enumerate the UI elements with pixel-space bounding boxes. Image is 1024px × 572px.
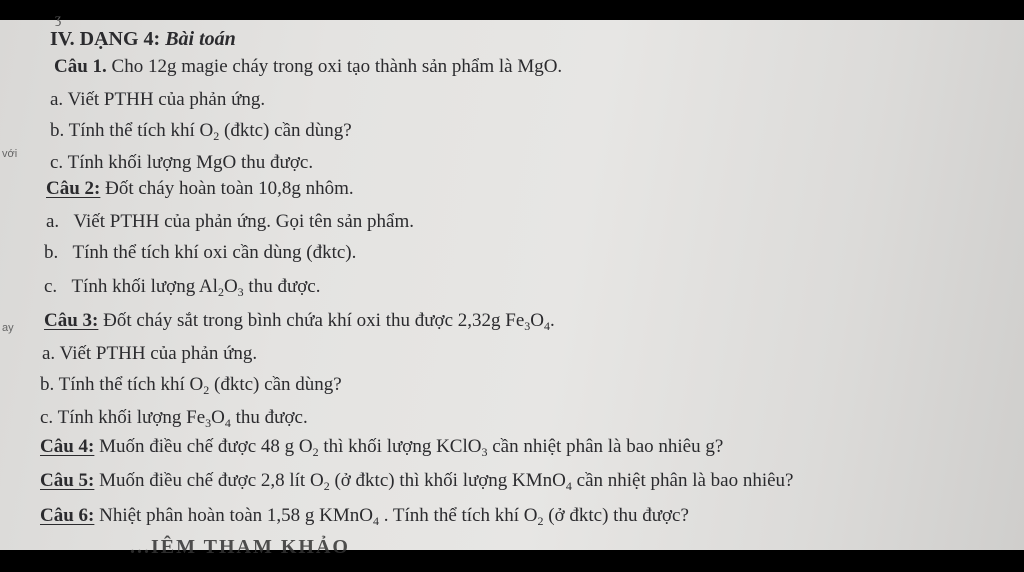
question-label: Câu 5: [40, 470, 95, 491]
top-mark: ʒ [55, 12, 62, 27]
question-text: Cho 12g magie cháy trong oxi tạo thành sản phẩm là MgO. [111, 56, 563, 77]
question-1-item-c: c. Tính khối lượng MgO thu được. [50, 152, 314, 173]
question-2-item-b: b. Tính thể tích khí oxi cần dùng (đktc). [44, 242, 357, 263]
question-text: Đốt cháy hoàn toàn 10,8g nhôm. [105, 178, 354, 199]
heading-title: Bài toán [165, 28, 236, 50]
question-2-item-a: a. Viết PTHH của phản ứng. Gọi tên sản phẩm. [46, 211, 414, 232]
question-3-item-a: a. Viết PTHH của phản ứng. [42, 343, 258, 364]
question-label: Câu 4: [40, 436, 95, 457]
question-1-item-b: b. Tính thể tích khí $O_2$ (đktc) cần dùng? [50, 120, 352, 143]
document-photo [0, 12, 1024, 558]
question-5: Câu 5: Muốn điều chế được 2,8 lít $O_2$ (ở đktc) thì khối lượng KMnO$_4$ cần nhiệt phân là bao nhiêu? [40, 470, 794, 493]
question-label: Câu 2: [46, 178, 101, 199]
question-2-item-c: c. Tính khối lượng $Al_2O_3$ thu được. [44, 276, 321, 299]
question-label: Câu 1. [54, 56, 107, 77]
footer-heading: ...IÊM THAM KHẢO [130, 536, 350, 558]
question-1-item-a: a. Viết PTHH của phản ứng. [50, 89, 266, 110]
question-2 [46, 178, 354, 200]
question-3-item-b: b. Tính thể tích khí $O_2$ (đktc) cần dùng? [40, 374, 342, 397]
question-label: Câu 3: [44, 310, 99, 331]
margin-note: với [2, 148, 18, 160]
question-3: Câu 3: Đốt cháy sắt trong bình chứa khí oxi thu được 2,32g $Fe_3O_4$. [44, 310, 555, 333]
section-heading [50, 28, 236, 50]
heading-label: IV. DẠNG 4: [50, 28, 161, 50]
question-6: Câu 6: Nhiệt phân hoàn toàn 1,58 g KMnO$_4$ . Tính thể tích khí $O_2$ (ở đktc) thu được? [40, 505, 689, 528]
margin-note: ay [2, 322, 14, 334]
question-4: Câu 4: Muốn điều chế được 48 g $O_2$ thì khối lượng KClO$_3$ cần nhiệt phân là bao nhiêu g? [40, 436, 724, 459]
question-label: Câu 6: [40, 505, 95, 526]
question-1 [54, 56, 562, 78]
question-3-item-c: c. Tính khối lượng $Fe_3O_4$ thu được. [40, 407, 308, 430]
